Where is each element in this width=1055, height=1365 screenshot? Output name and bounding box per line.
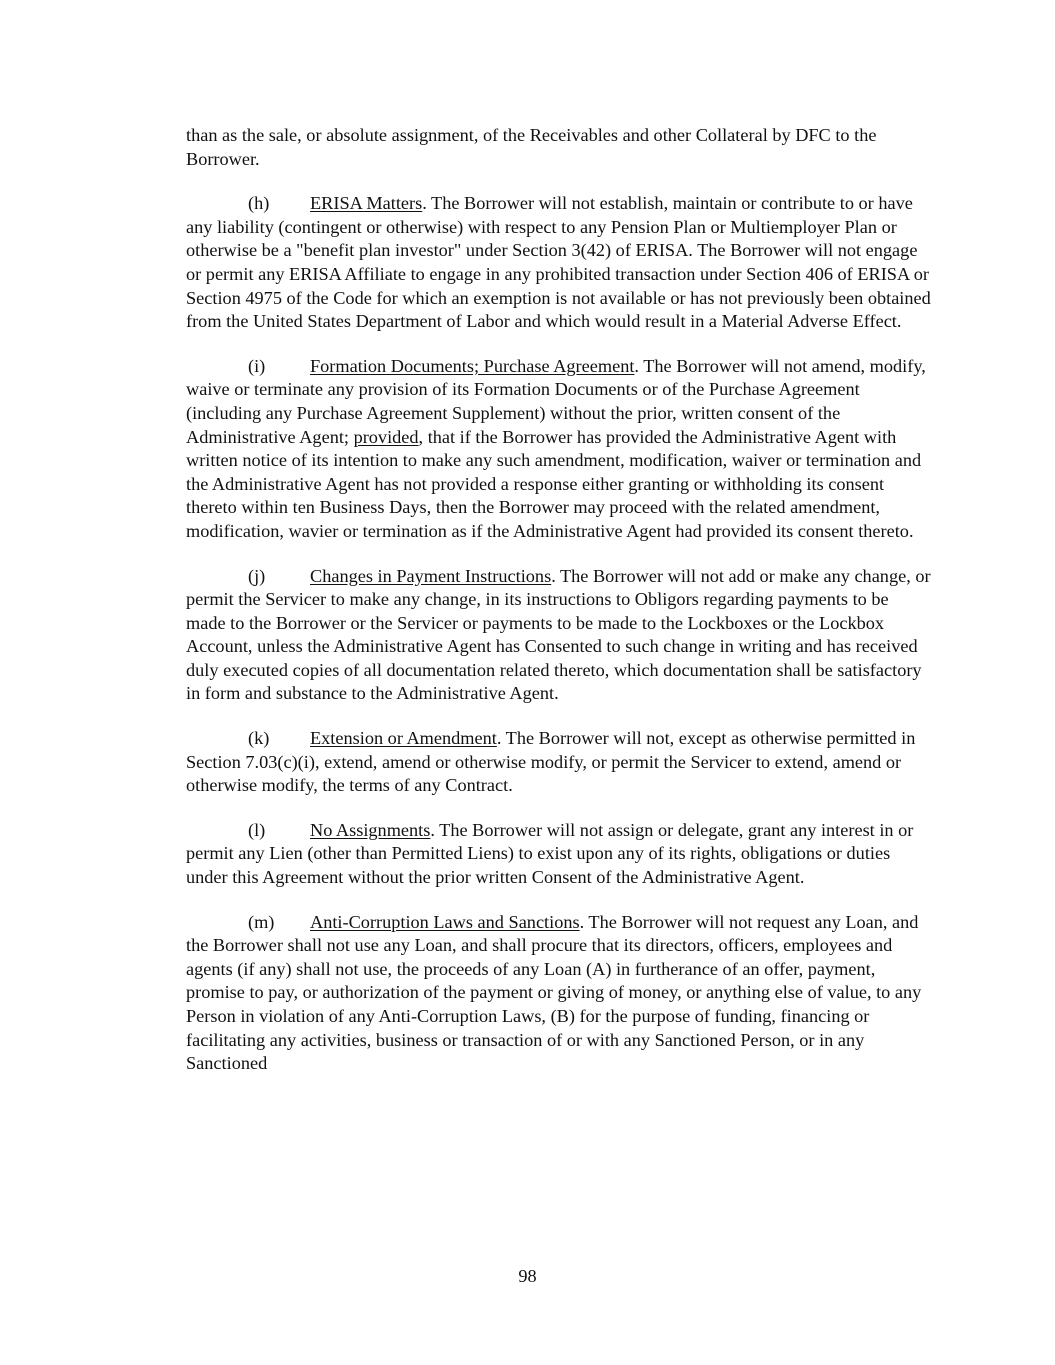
section-marker: (k) <box>248 728 270 749</box>
section-h <box>186 192 931 334</box>
section-body: . The Borrower will not, except as otherwise permitted in Section 7.03(c)(i), extend, amend or otherwise modify, or permit the Servicer to extend, amend or otherwise modify, the terms of any Contract. <box>186 728 916 796</box>
section-l <box>186 819 931 890</box>
section-marker: (m) <box>248 911 275 932</box>
section-marker: (h) <box>248 193 270 214</box>
section-heading: Changes in Payment Instructions <box>310 565 552 586</box>
section-heading: ERISA Matters <box>310 193 423 214</box>
section-i <box>186 355 931 544</box>
section-j <box>186 565 931 707</box>
section-body: . The Borrower will not assign or delegate, grant any interest in or permit any Lien (other than Permitted Liens) to exist upon any of its rights, obligations or duties under this Agreement without the prior written Consent of the Administrative Agent. <box>186 819 914 888</box>
section-marker: (i) <box>248 355 266 376</box>
page-number: 98 <box>518 1266 537 1286</box>
opening-text: than as the sale, or absolute assignment, of the Receivables and other Collateral by DFC to the Borrower. <box>186 125 877 169</box>
section-k <box>186 727 931 798</box>
section-heading: No Assignments <box>310 819 431 840</box>
document-page <box>186 124 931 1097</box>
section-body: . The Borrower will not establish, maintain or contribute to or have any liability (contingent or otherwise) with respect to any Pension Plan or Multiemployer Plan or otherwise be a "benefit plan investor" under Section 3(42) of ERISA. The Borrower will not engage or permit any ERISA Affiliate to engage in any prohibited transaction under Section 406 of ERISA or Section 4975 of the Code for which an exemption is not available or has not previously been obtained from the United States Department of Labor and which would result in a Material Adverse Effect. <box>186 193 931 332</box>
section-body: . The Borrower will not amend, modify, waive or terminate any provision of its Formation Documents or of the Purchase Agreement (including any Purchase Agreement Supplement) without the prior, written consent of the Administrative Agent; <box>186 355 926 447</box>
section-body: . The Borrower will not request any Loan, and the Borrower shall not use any Loan, and shall procure that its directors, officers, employees and agents (if any) shall not use, the proceeds of any Loan (A) in furtherance of an offer, payment, promise to pay, or authorization of the payment or giving of money, or anything else of value, to any Person in violation of any Anti-Corruption Laws, (B) for the purpose of funding, financing or facilitating any activities, business or transaction of or with any Sanctioned Person, or in any Sanctioned <box>186 911 922 1074</box>
section-body-continued: , that if the Borrower has provided the Administrative Agent with written notice of its intention to make any such amendment, modification, waiver or termination and the Administrative Agent has not provided a response either granting or withholding its consent thereto within ten Business Days, then the Borrower may proceed with the related amendment, modification, wavier or termination as if the Administrative Agent had provided its consent thereto. <box>186 426 922 541</box>
section-body: . The Borrower will not add or make any change, or permit the Servicer to make any change, in its instructions to Obligors regarding payments to be made to the Borrower or the Servicer or payments to be made to the Lockboxes or the Lockbox Account, unless the Administrative Agent has Consented to such change in writing and has received duly executed copies of all documentation related thereto, which documentation shall be satisfactory in form and substance to the Administrative Agent. <box>186 565 931 704</box>
section-heading: Anti-Corruption Laws and Sanctions <box>310 911 580 932</box>
section-heading: Formation Documents; Purchase Agreement <box>310 355 635 376</box>
provided-term: provided <box>353 426 419 447</box>
opening-paragraph <box>186 124 931 171</box>
section-m <box>186 911 931 1076</box>
section-marker: (j) <box>248 565 266 586</box>
section-heading: Extension or Amendment <box>310 728 497 749</box>
section-marker: (l) <box>248 819 266 840</box>
